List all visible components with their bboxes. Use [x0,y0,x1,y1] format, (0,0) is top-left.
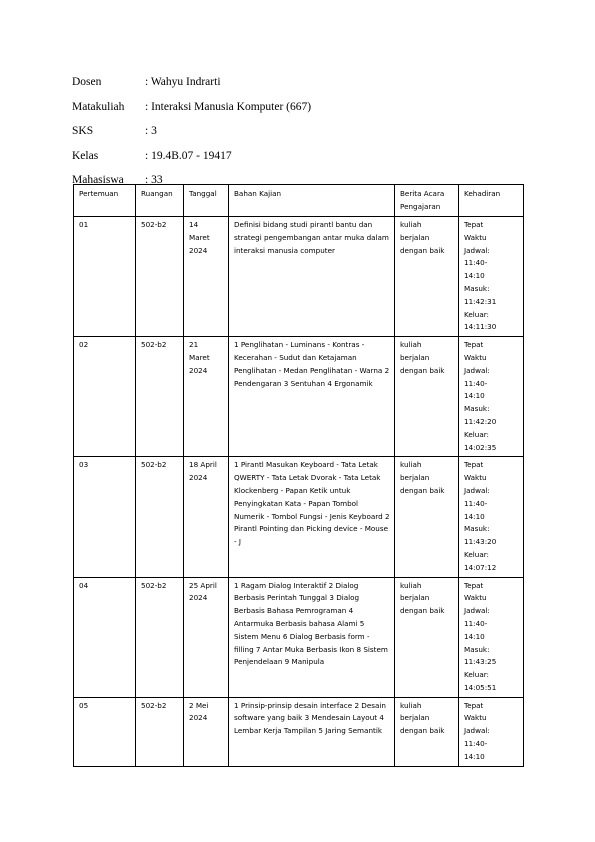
cell-pertemuan: 01 [74,217,136,337]
cell-tanggal: 18 April 2024 [184,457,229,577]
table-row [74,577,524,697]
cell-tanggal: 21 Maret 2024 [184,337,229,457]
cell-kehadiran: Tepat Waktu Jadwal: 11:40- 14:10 Masuk: 11:42:20 Keluar: 14:02:35 [459,337,524,457]
cell-bahan-kajian: 1 Ragam Dialog Interaktif 2 Dialog Berbasis Perintah Tunggal 3 Dialog Berbasis Bahasa Pemrograman 4 Antarmuka Berbasis bahasa Alami 5 Sistem Menu 6 Dialog Berbasis form - filling 7 Antar Muka Berbasis Ikon 8 Sistem Penjendelaan 9 Manipula [229,577,395,697]
cell-ruangan: 502-b2 [136,337,184,457]
info-row-matakuliah [72,95,311,120]
info-label: Mahasiswa [72,174,124,187]
cell-ruangan: 502-b2 [136,577,184,697]
info-label: Matakuliah [72,100,125,113]
header-pertemuan: Pertemuan [74,185,136,217]
cell-tanggal: 25 April 2024 [184,577,229,697]
header-bahan-kajian: Bahan Kajian [229,185,395,217]
cell-bahan-kajian: 1 Penglihatan - Luminans - Kontras - Kecerahan - Sudut dan Ketajaman Penglihatan - Medan Penglihatan - Warna 2 Pendengaran 3 Sentuhan 4 Ergonamik [229,337,395,457]
info-label: Dosen [72,76,102,89]
info-value: : Wahyu Indrarti [145,76,221,89]
cell-pertemuan: 02 [74,337,136,457]
cell-bahan-kajian: Definisi bidang studi pirantl bantu dan strategi pengembangan antar muka dalam interaksi manusia computer [229,217,395,337]
info-value: : 3 [145,125,157,138]
cell-berita-acara: kuliah berjalan dengan baik [395,697,459,766]
info-row-dosen [72,70,311,95]
cell-ruangan: 502-b2 [136,457,184,577]
info-value: : 33 [145,174,163,187]
attendance-table [73,184,524,767]
cell-berita-acara: kuliah berjalan dengan baik [395,577,459,697]
info-label: SKS [72,125,94,138]
table-row [74,697,524,766]
info-label: Kelas [72,149,99,162]
cell-kehadiran: Tepat Waktu Jadwal: 11:40- 14:10 Masuk: 11:43:25 Keluar: 14:05:51 [459,577,524,697]
course-info [72,70,311,193]
cell-bahan-kajian: 1 Pirantl Masukan Keyboard - Tata Letak QWERTY - Tata Letak Dvorak - Tata Letak Klockenberg - Papan Ketik untuk Penyingkatan Kata - Papan Tombol Numerik - Tombol Fungsi - Jenis Keyboard 2 Pirantl Pointing dan Picking device - Mouse - J [229,457,395,577]
cell-kehadiran: Tepat Waktu Jadwal: 11:40- 14:10 Masuk: 11:42:31 Keluar: 14:11:30 [459,217,524,337]
cell-ruangan: 502-b2 [136,217,184,337]
header-berita-acara: Berita Acara Pengajaran [395,185,459,217]
cell-bahan-kajian: 1 Prinsip-prinsip desain interface 2 Desain software yang baik 3 Mendesain Layout 4 Lembar Kerja Tampilan 5 Jaring Semantik [229,697,395,766]
header-ruangan: Ruangan [136,185,184,217]
info-row-sks [72,119,311,144]
cell-berita-acara: kuliah berjalan dengan baik [395,217,459,337]
cell-berita-acara: kuliah berjalan dengan baik [395,337,459,457]
info-value: : 19.4B.07 - 19417 [145,149,232,162]
cell-pertemuan: 03 [74,457,136,577]
cell-kehadiran: Tepat Waktu Jadwal: 11:40- 14:10 Masuk: 11:43:20 Keluar: 14:07:12 [459,457,524,577]
header-kehadiran: Kehadiran [459,185,524,217]
cell-pertemuan: 05 [74,697,136,766]
table-row [74,217,524,337]
table-row [74,457,524,577]
info-value: : Interaksi Manusia Komputer (667) [145,100,312,113]
cell-tanggal: 2 Mei 2024 [184,697,229,766]
table-header-row [74,185,524,217]
info-row-kelas [72,144,311,169]
cell-berita-acara: kuliah berjalan dengan baik [395,457,459,577]
table-row [74,337,524,457]
cell-ruangan: 502-b2 [136,697,184,766]
cell-pertemuan: 04 [74,577,136,697]
cell-tanggal: 14 Maret 2024 [184,217,229,337]
header-tanggal: Tanggal [184,185,229,217]
cell-kehadiran: Tepat Waktu Jadwal: 11:40- 14:10 [459,697,524,766]
